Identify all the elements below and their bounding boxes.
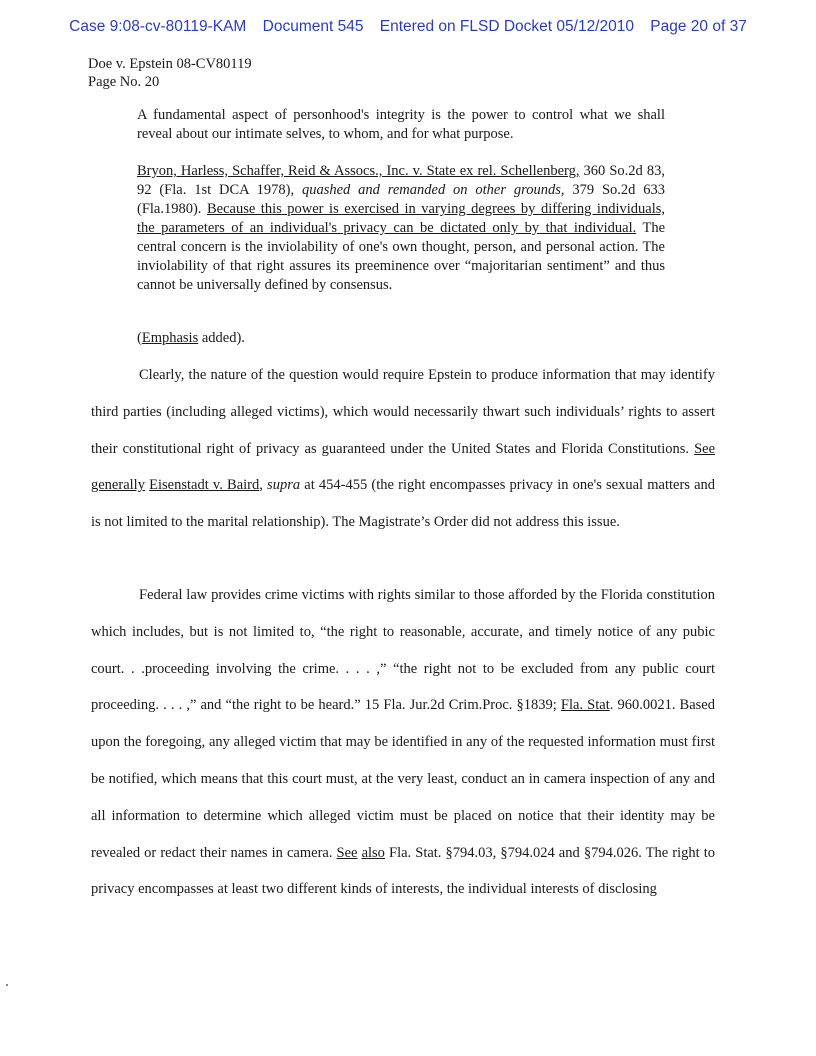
- case-citation: Bryon, Harless, Schaffer, Reid & Assocs., Inc. v. State ex rel. Schellenberg,: [137, 163, 580, 179]
- caption-page: Page No. 20: [88, 74, 160, 90]
- paragraph-federal-law: Federal law provides crime victims with rights similar to those afforded by the Florida constitution which includes, but is not limited to, “the right to reasonable, accurate, and timely notice of any pubic court. . .proceeding involving the crime. . . . ,” “the right not to be excluded from any public court proceeding. . . . ,” and “the right to be heard.” 15 Fla. Jur.2d Crim.Proc. §1839; Fla. Stat. 960.0021. Based upon the foregoing, any alleged victim that may be identified in any of the requested information must first be notified, which means that this court must, at the very least, conduct an in camera inspection of any and all information to determine which alleged victim must be placed on notice that their identity may be revealed or redact their names in camera. See also Fla. Stat. §794.03, §794.024 and §794.026. The right to privacy encompasses at least two different kinds of interests, the individual interests of disclosing: [91, 587, 716, 898]
- emphasized-text: Because this power is exercised in varying degrees by differing individuals, the parameters of an individual's privacy can be dictated only by that individual.: [137, 201, 666, 236]
- docket-header: [0, 18, 816, 36]
- paragraph-privacy-rights: Clearly, the nature of the question would require Epstein to produce information that may identify third parties (including alleged victims), which would necessarily thwart such individuals’ rights to assert their constitutional right of privacy as guaranteed under the United States and Florida Constitutions. See generally Eisenstadt v. Baird, supra at 454-455 (the right encompasses privacy in one's sexual matters and is not limited to the marital relationship). The Magistrate’s Order did not address this issue.: [91, 367, 716, 531]
- case-citation: Eisenstadt v. Baird: [149, 477, 260, 494]
- block-quote-2: Bryon, Harless, Schaffer, Reid & Assocs., Inc. v. State ex rel. Schellenberg, 360 So.2d 83, 92 (Fla. 1st DCA 1978), quashed and remanded on other grounds, 379 So.2d 633 (Fla.1980). Because this power is exercised in varying degrees by differing individuals, the parameters of an individual's privacy can be dictated only by that individual. The central concern is the inviolability of one's own thought, person, and personal action. The inviolability of that right assures its preeminence over “majoritarian sentiment” and thus cannot be universally defined by consensus.: [137, 163, 666, 293]
- page-indicator: Page 20 of 37: [650, 18, 747, 35]
- case-number: Case 9:08-cv-80119-KAM: [69, 18, 247, 35]
- block-quote-1: A fundamental aspect of personhood's integrity is the power to control what we shall reveal about our intimate selves, to whom, and for what purpose.: [137, 107, 665, 142]
- scan-speck: [6, 984, 8, 986]
- caption-case: Doe v. Epstein 08-CV80119: [88, 56, 252, 72]
- document-number: Document 545: [262, 18, 364, 35]
- emphasis-note: (Emphasis added).: [137, 330, 245, 346]
- page-caption: [88, 55, 252, 91]
- entered-date: Entered on FLSD Docket 05/12/2010: [379, 18, 634, 35]
